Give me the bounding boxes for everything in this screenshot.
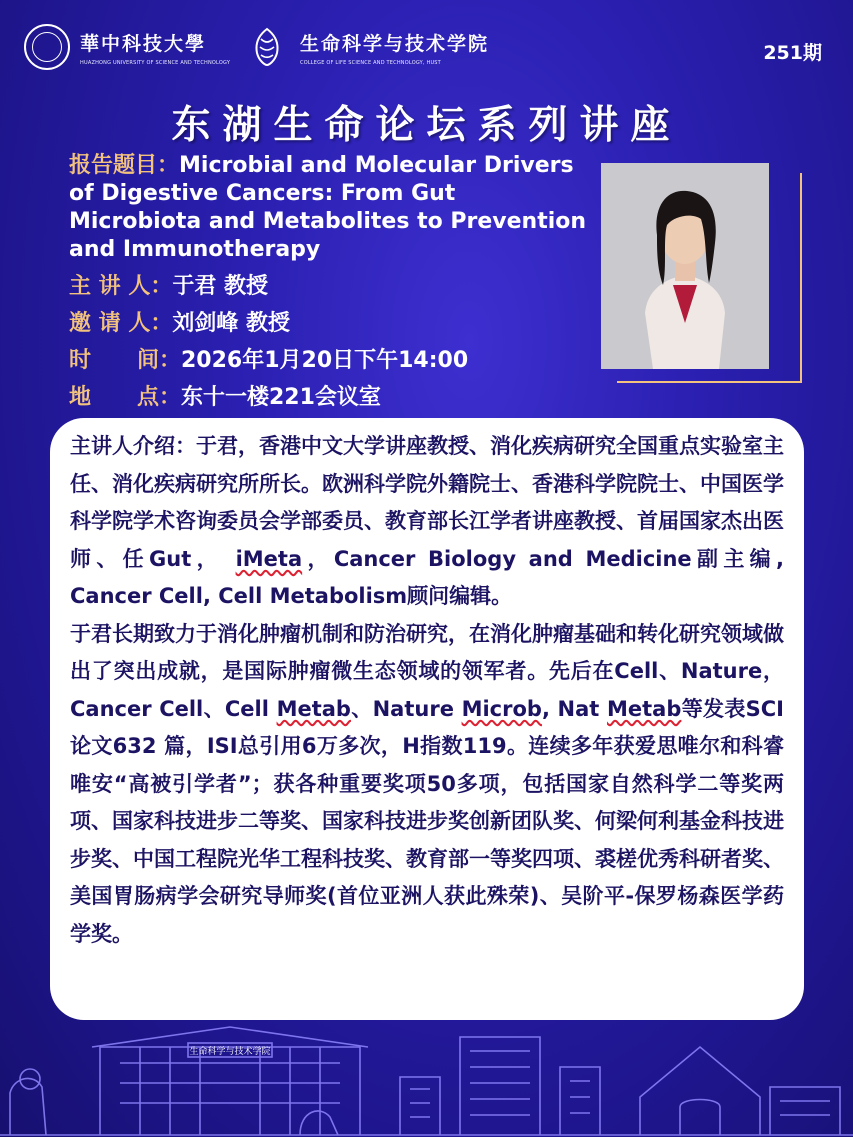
bio-paragraph-2 — [70, 616, 784, 954]
hust-seal-icon — [24, 24, 70, 70]
bio-p2-metab2: Metab — [606, 696, 682, 721]
speaker-value: 于君 教授 — [172, 274, 268, 299]
college-logo-en: COLLEGE OF LIFE SCIENCE AND TECHNOLOGY, HUST — [300, 59, 441, 66]
hust-logo-en: HUAZHONG UNIVERSITY OF SCIENCE AND TECHNOLOGY — [80, 59, 231, 66]
bio-p2-metab: Metab — [276, 696, 351, 721]
college-emblem-icon — [244, 24, 290, 70]
place-label: 地 点： — [69, 385, 181, 410]
hust-logo — [24, 24, 230, 70]
bio-text — [70, 428, 784, 953]
bio-p2-b: 、Nature — [350, 696, 462, 721]
time-row — [69, 347, 589, 375]
bio-p2-a: 于君长期致力于消化肿瘤机制和防治研究，在消化肿瘤基础和转化研究领域做出了突出成就，是国际肿瘤微生态领域的领军者。先后在Cell、Nature，Cancer Cell、Cell — [70, 621, 784, 721]
speaker-row — [69, 273, 589, 301]
bio-p1-imeta: iMeta — [235, 546, 303, 571]
place-value: 东十一楼221会议室 — [180, 385, 381, 410]
speaker-photo — [601, 163, 769, 369]
speaker-label: 主 讲 人： — [69, 274, 173, 299]
time-label: 时 间： — [69, 348, 181, 373]
topic-text: Microbial and Molecular Drivers of Digestive Cancers: From Gut Microbiota and Metabolites to Prevention and Immunotherapy — [69, 153, 587, 262]
bio-p2-c: , Nat — [541, 696, 607, 721]
skyline-sign-text: 生命科学与技术学院 — [189, 1047, 271, 1057]
place-row — [69, 384, 589, 412]
bio-p1-rest: ，Cancer Biology and Medicine副主编, Cancer Cell, Cell Metabolism顾问编辑。 — [70, 546, 785, 608]
bio-p2-d: 等发表SCI论文632 篇，ISI总引用6万多次，H指数119。连续多年获爱思唯尔和科睿唯安“高被引学者”；获各种重要奖项50多项，包括国家自然科学二等奖两项、国家科技进步二等奖、国家科技进步奖创新团队奖、何梁何利基金科技进步奖、中国工程院光华工程科技奖、教育部一等奖四项、裘槎优秀科研者奖、美国胃肠病学会研究导师奖(首位亚洲人获此殊荣)、吴阶平-保罗杨森医学药学奖。 — [70, 696, 784, 946]
topic-label: 报告题目： — [69, 153, 180, 178]
poster-title: 东湖生命论坛系列讲座 — [171, 102, 682, 148]
host-row — [69, 310, 589, 338]
issue-number: 251期 — [763, 42, 822, 64]
hust-logo-cn: 華中科技大學 — [80, 32, 207, 55]
college-logo-cn: 生命科学与技术学院 — [300, 32, 490, 55]
bio-paragraph-1 — [70, 428, 784, 616]
campus-skyline-illustration — [0, 1007, 853, 1137]
bio-p1-text: 主讲人介绍：于君，香港中文大学讲座教授、消化疾病研究全国重点实验室主任、消化疾病研究所所长。欧洲科学院外籍院士、香港科学院院士、中国医学科学院学术咨询委员会学部委员、教育部长江学者讲座教授、首届国家杰出医师、任Gut， — [70, 434, 784, 571]
host-label: 邀 请 人： — [69, 311, 173, 336]
topic-line — [69, 152, 589, 264]
college-logo — [244, 24, 489, 70]
lecture-info — [69, 152, 589, 412]
host-value: 刘剑峰 教授 — [172, 311, 290, 336]
bio-p2-microb: Microb — [461, 696, 542, 721]
time-value: 2026年1月20日下午14:00 — [180, 348, 469, 373]
